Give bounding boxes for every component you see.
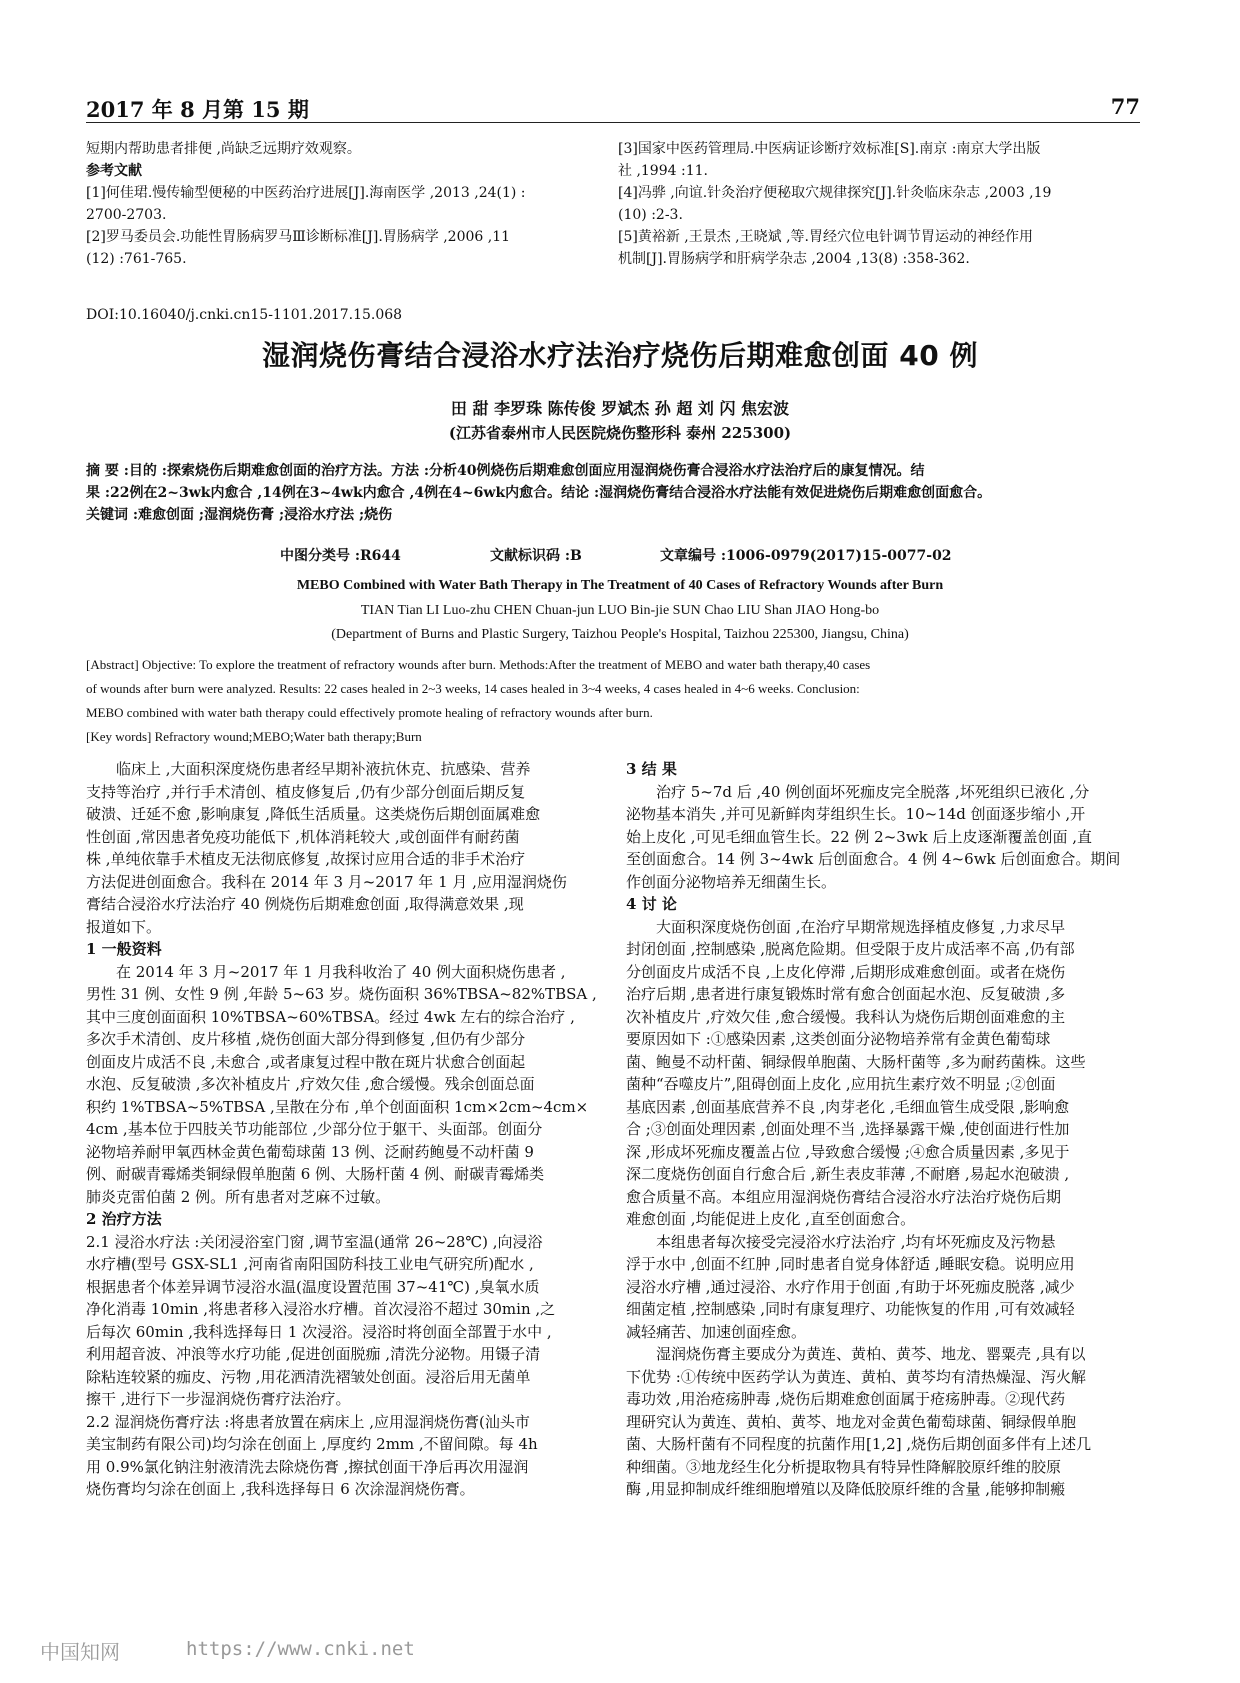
title-english: MEBO Combined with Water Bath Therapy in The Treatment of 40 Cases of Refractory Wounds after Burn xyxy=(296,578,944,593)
body-line: 多次手术清创、皮片移植 ,烧伤创面大部分得到修复 ,但仍有少部分 xyxy=(86,1030,526,1048)
body-line: 理研究认为黄连、黄柏、黄芩、地龙对金黄色葡萄球菌、铜绿假单胞 xyxy=(626,1412,1077,1431)
body-line: 膏结合浸浴水疗法治疗 40 例烧伤后期难愈创面 ,取得满意效果 ,现 xyxy=(86,895,524,913)
body-line: 肺炎克雷伯菌 2 例。所有患者对芝麻不过敏。 xyxy=(86,1187,391,1206)
body-line: 湿润烧伤膏主要成分为黄连、黄柏、黄芩、地龙、罂粟壳 ,具有以 xyxy=(656,1345,1086,1363)
abstract-line: [Abstract] Objective: To explore the treatment of refractory wounds after burn. Methods:After the treatment of MEBO and water bath therapy,40 cases xyxy=(86,657,871,672)
document-code: 文献标识码 :B xyxy=(490,548,582,564)
body-line: 作创面分泌物培养无细菌生长。 xyxy=(626,872,837,891)
body-line: 减轻痛苦、加速创面痊愈。 xyxy=(626,1322,807,1341)
body-left-column xyxy=(86,758,614,1501)
body-right-column xyxy=(626,758,1166,1501)
section-heading: 1 一般资料 xyxy=(86,940,162,958)
issue-label: 2017 年 8 月第 15 期 xyxy=(86,97,309,122)
abstract-en xyxy=(86,653,1166,749)
references-heading: 参考文献 xyxy=(86,163,142,179)
body-line: 其中三度创面面积 10%TBSA~60%TBSA。经过 4wk 左右的综合治疗 , xyxy=(86,1007,575,1026)
abstract-cn xyxy=(86,460,1166,526)
body-line: 始上皮化 ,可见毛细血管生长。22 例 2~3wk 后上皮逐渐覆盖创面 ,直 xyxy=(626,827,1093,846)
authors-english: TIAN Tian LI Luo-zhu CHEN Chuan-jun LUO Bin-jie SUN Chao LIU Shan JIAO Hong-bo xyxy=(360,603,880,618)
body-line: 细菌定植 ,控制感染 ,同时有康复理疗、功能恢复的作用 ,可有效减轻 xyxy=(626,1300,1075,1318)
body-line: 用 0.9%氯化钠注射液清洗去除烧伤膏 ,擦拭创面干净后再次用湿润 xyxy=(86,1457,529,1476)
authors: 田 甜 李罗珠 陈传俊 罗斌杰 孙 超 刘 闪 焦宏波 xyxy=(450,399,790,418)
body-line: 难愈创面 ,均能促进上皮化 ,直至创面愈合。 xyxy=(626,1210,916,1228)
body-line: 酶 ,用显抑制成纤维细胞增殖以及降低胶原纤维的含量 ,能够抑制瘢 xyxy=(626,1480,1066,1498)
body-line: 积约 1%TBSA~5%TBSA ,呈散在分布 ,单个创面面积 1cm×2cm~4cm× xyxy=(86,1097,589,1116)
references-right xyxy=(618,138,1158,270)
body-line: 创面皮片成活不良 ,未愈合 ,或者康复过程中散在斑片状愈合创面起 xyxy=(86,1052,526,1071)
abstract-line: 果 :22例在2~3wk内愈合 ,14例在3~4wk内愈合 ,4例在4~6wk内愈合。结论 :湿润烧伤膏结合浸浴水疗法能有效促进烧伤后期难愈创面愈合。 xyxy=(86,485,992,501)
body-line: 治疗后期 ,患者进行康复锻炼时常有愈合创面起水泡、反复破溃 ,多 xyxy=(626,985,1066,1003)
body-line: 水泡、反复破溃 ,多次补植皮片 ,疗效欠佳 ,愈合缓慢。残余创面总面 xyxy=(86,1075,535,1093)
body-line: 合 ;③创面处理因素 ,创面处理不当 ,选择暴露干燥 ,使创面进行性加 xyxy=(626,1120,1070,1138)
abstract-line: of wounds after burn were analyzed. Results: 22 cases healed in 2~3 weeks, 14 cases healed in 3~4 weeks, 4 cases healed in 4~6 weeks. Conclusion: xyxy=(86,681,860,696)
keywords-line: [Key words] Refractory wound;MEBO;Water bath therapy;Burn xyxy=(86,729,422,744)
body-line: 支持等治疗 ,并行手术清创、植皮修复后 ,仍有少部分创面后期反复 xyxy=(86,782,526,801)
references-left xyxy=(86,138,586,270)
affiliation: (江苏省泰州市人民医院烧伤整形科 泰州 225300) xyxy=(448,424,792,442)
body-line: 净化消毒 10min ,将患者移入浸浴水疗槽。首次浸浴不超过 30min ,之 xyxy=(86,1300,556,1318)
body-line: 菌、鲍曼不动杆菌、铜绿假单胞菌、大肠杆菌等 ,多为耐药菌株。这些 xyxy=(626,1052,1086,1071)
page-number: 77 xyxy=(1110,94,1140,119)
body-line: 破溃、迁延不愈 ,影响康复 ,降低生活质量。这类烧伤后期创面属难愈 xyxy=(86,805,541,823)
article-title: 湿润烧伤膏结合浸浴水疗法治疗烧伤后期难愈创面 40 例 xyxy=(262,339,978,372)
body-line: 治疗 5~7d 后 ,40 例创面坏死痂皮完全脱落 ,坏死组织已液化 ,分 xyxy=(656,782,1090,801)
body-line: 泌物基本消失 ,并可见新鲜肉芽组织生长。10~14d 创面逐步缩小 ,开 xyxy=(626,805,1086,823)
body-line: 除粘连较紧的痂皮、污物 ,用花洒清洗褶皱处创面。浸浴后用无菌单 xyxy=(86,1367,531,1386)
body-line: 浸浴水疗槽 ,通过浸浴、水疗作用于创面 ,有助于坏死痂皮脱落 ,减少 xyxy=(626,1277,1075,1296)
body-line: 至创面愈合。14 例 3~4wk 后创面愈合。4 例 4~6wk 后创面愈合。期间 xyxy=(626,850,1121,868)
body-line: 菌种“吞噬皮片”,阻碍创面上皮化 ,应用抗生素疗效不明显 ;②创面 xyxy=(626,1075,1056,1093)
section-heading: 3 结 果 xyxy=(626,760,677,778)
cnki-url[interactable]: https://www.cnki.net xyxy=(186,1638,415,1660)
body-line: 2.1 浸浴水疗法 :关闭浸浴室门窗 ,调节室温(通常 26~28℃) ,向浸浴 xyxy=(86,1232,543,1251)
body-line: 菌、大肠杆菌有不同程度的抗菌作用[1,2] ,烧伤后期创面多伴有上述几 xyxy=(626,1435,1092,1453)
body-line: 水疗槽(型号 GSX-SL1 ,河南省南阳国防科技工业电气研究所)配水 , xyxy=(86,1255,534,1273)
body-line: 分创面皮片成活不良 ,上皮化停滞 ,后期形成难愈创面。或者在烧伤 xyxy=(626,962,1066,981)
text-line: 短期内帮助患者排便 ,尚缺乏远期疗效观察。 xyxy=(86,141,361,157)
body-line: 擦干 ,进行下一步湿润烧伤膏疗法治疗。 xyxy=(86,1390,351,1408)
body-line: 美宝制药有限公司)均匀涂在创面上 ,厚度约 2mm ,不留间隙。每 4h xyxy=(86,1435,538,1453)
section-heading: 2 治疗方法 xyxy=(86,1210,162,1228)
body-line: 方法促进创面愈合。我科在 2014 年 3 月~2017 年 1 月 ,应用湿润烧伤 xyxy=(86,872,567,891)
abstract-line: 摘 要 :目的 :探索烧伤后期难愈创面的治疗方法。方法 :分析40例烧伤后期难愈创面应用湿润烧伤膏合浸浴水疗法治疗后的康复情况。结 xyxy=(86,463,925,479)
body-line: 次补植皮片 ,疗效欠佳 ,愈合缓慢。我科认为烧伤后期创面难愈的主 xyxy=(626,1007,1066,1026)
body-line: 本组患者每次接受完浸浴水疗法治疗 ,均有坏死痂皮及污物悬 xyxy=(656,1232,1056,1251)
body-line: 例、耐碳青霉烯类铜绿假单胞菌 6 例、大肠杆菌 4 例、耐碳青霉烯类 xyxy=(86,1165,545,1183)
body-line: 2.2 湿润烧伤膏疗法 :将患者放置在病床上 ,应用湿润烧伤膏(汕头市 xyxy=(86,1412,530,1431)
body-line: 愈合质量不高。本组应用湿润烧伤膏结合浸浴水疗法治疗烧伤后期 xyxy=(626,1187,1062,1206)
body-line: 大面积深度烧伤创面 ,在治疗早期常规选择植皮修复 ,力求尽早 xyxy=(656,917,1066,936)
body-line: 后每次 60min ,我科选择每日 1 次浸浴。浸浴时将创面全部置于水中 , xyxy=(86,1322,552,1341)
body-line: 男性 31 例、女性 9 例 ,年龄 5~63 岁。烧伤面积 36%TBSA~82%TBSA , xyxy=(86,985,597,1003)
body-line: 根据患者个体差异调节浸浴水温(温度设置范围 37~41℃) ,臭氧水质 xyxy=(86,1277,540,1296)
body-line: 深二度烧伤创面自行愈合后 ,新生表皮菲薄 ,不耐磨 ,易起水泡破溃 , xyxy=(626,1165,1070,1183)
body-line: 泌物培养耐甲氧西林金黄色葡萄球菌 13 例、泛耐药鲍曼不动杆菌 9 xyxy=(86,1142,534,1161)
body-line: 株 ,单纯依靠手术植皮无法彻底修复 ,故探讨应用合适的非手术治疗 xyxy=(86,850,526,868)
reference-item: [5]黄裕新 ,王景杰 ,王晓斌 ,等.胃经穴位电针调节胃运动的神经作用 xyxy=(618,229,1033,245)
keywords-line: 关键词 :难愈创面 ;湿润烧伤膏 ;浸浴水疗法 ;烧伤 xyxy=(86,507,393,523)
affiliation-english: (Department of Burns and Plastic Surgery, Taizhou People's Hospital, Taizhou 225300, Jiangsu, China) xyxy=(331,627,909,642)
body-line: 烧伤膏均匀涂在创面上 ,我科选择每日 6 次涂湿润烧伤膏。 xyxy=(86,1480,475,1498)
reference-item: 社 ,1994 :11. xyxy=(618,163,708,179)
body-line: 封闭创面 ,控制感染 ,脱离危险期。但受限于皮片成活率不高 ,仍有部 xyxy=(626,940,1075,958)
running-header xyxy=(86,92,1140,123)
section-heading: 4 讨 论 xyxy=(626,895,677,913)
body-line: 要原因如下 :①感染因素 ,这类创面分泌物培养常有金黄色葡萄球 xyxy=(626,1030,1051,1048)
article-number: 文章编号 :1006-0979(2017)15-0077-02 xyxy=(660,548,952,564)
abstract-line: MEBO combined with water bath therapy could effectively promote healing of refractory wounds after burn. xyxy=(86,705,653,720)
doi: DOI:10.16040/j.cnki.cn15-1101.2017.15.068 xyxy=(86,307,403,323)
body-line: 在 2014 年 3 月~2017 年 1 月我科收治了 40 例大面积烧伤患者 , xyxy=(116,962,566,981)
body-line: 基底因素 ,创面基底营养不良 ,肉芽老化 ,毛细血管生成受限 ,影响愈 xyxy=(626,1097,1070,1116)
reference-item: (10) :2-3. xyxy=(618,207,683,223)
body-line: 报道如下。 xyxy=(86,917,162,936)
body-line: 毒功效 ,用治疮疡肿毒 ,烧伤后期难愈创面属于疮疡肿毒。②现代药 xyxy=(626,1390,1066,1408)
body-line: 下优势 :①传统中医药学认为黄连、黄柏、黄芩均有清热燥湿、泻火解 xyxy=(626,1367,1086,1386)
body-line: 利用超音波、冲浪等水疗功能 ,促进创面脱痂 ,清洗分泌物。用镊子清 xyxy=(86,1345,541,1363)
body-line: 浮于水中 ,创面不红肿 ,同时患者自觉身体舒适 ,睡眠安稳。说明应用 xyxy=(626,1255,1075,1273)
clc-number: 中图分类号 :R644 xyxy=(280,548,401,564)
cnki-logo: 中国知网 xyxy=(40,1640,120,1664)
reference-item: [3]国家中医药管理局.中医病证诊断疗效标准[S].南京 :南京大学出版 xyxy=(618,141,1041,157)
body-line: 4cm ,基本位于四肢关节功能部位 ,少部分位于躯干、头面部。创面分 xyxy=(86,1120,543,1138)
reference-item: [1]何佳珺.慢传输型便秘的中医药治疗进展[J].海南医学 ,2013 ,24(1) : xyxy=(86,185,526,201)
body-line: 种细菌。③地龙经生化分析提取物具有特异性降解胶原纤维的胶原 xyxy=(626,1457,1062,1476)
reference-item: 机制[J].胃肠病学和肝病学杂志 ,2004 ,13(8) :358-362. xyxy=(618,251,970,267)
reference-item: 2700-2703. xyxy=(86,207,167,223)
reference-item: [2]罗马委员会.功能性胃肠病罗马Ⅲ诊断标准[J].胃肠病学 ,2006 ,11 xyxy=(86,229,511,245)
body-line: 临床上 ,大面积深度烧伤患者经早期补液抗休克、抗感染、营养 xyxy=(116,760,531,778)
reference-item: [4]冯骅 ,向谊.针灸治疗便秘取穴规律探究[J].针灸临床杂志 ,2003 ,19 xyxy=(618,185,1052,201)
reference-item: (12) :761-765. xyxy=(86,251,187,267)
body-line: 性创面 ,常因患者免疫功能低下 ,机体消耗较大 ,或创面伴有耐药菌 xyxy=(86,827,520,846)
body-line: 深 ,形成坏死痂皮覆盖占位 ,导致愈合缓慢 ;④愈合质量因素 ,多见于 xyxy=(626,1142,1070,1161)
